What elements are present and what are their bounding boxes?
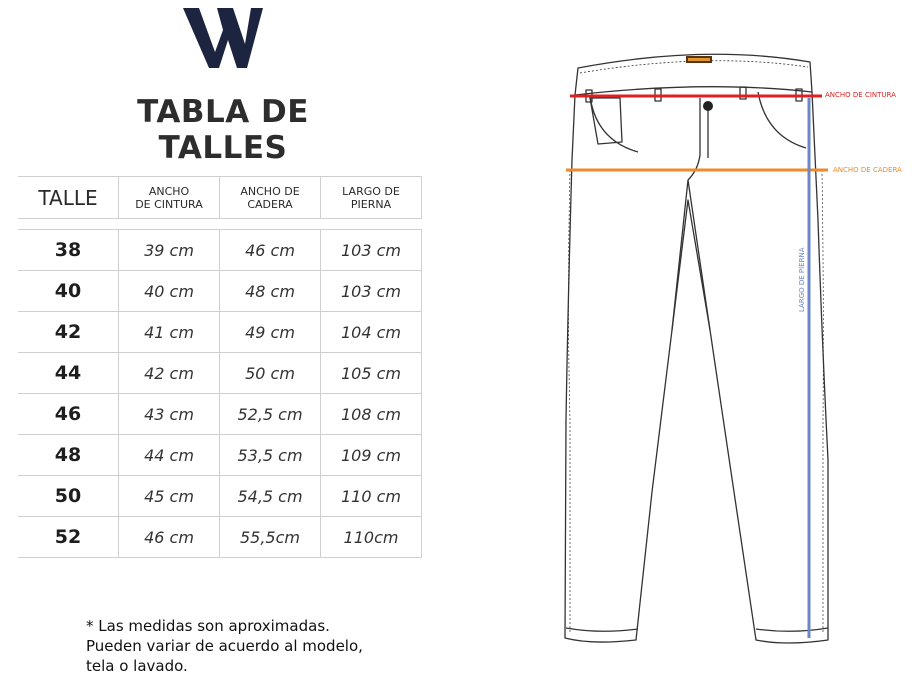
- size-cell: 40: [18, 271, 119, 312]
- waist-cell: 41 cm: [119, 312, 220, 353]
- hip-cell: 53,5 cm: [220, 435, 321, 476]
- measurement-note: [86, 616, 363, 676]
- size-table-header: [18, 177, 422, 219]
- size-cell: 48: [18, 435, 119, 476]
- size-table: [18, 176, 422, 558]
- table-row: [18, 394, 422, 435]
- table-row: [18, 476, 422, 517]
- table-row: [18, 435, 422, 476]
- table-row: [18, 312, 422, 353]
- hip-cell: 54,5 cm: [220, 476, 321, 517]
- leg-cell: 110 cm: [321, 476, 422, 517]
- waist-cell: 42 cm: [119, 353, 220, 394]
- size-cell: 38: [18, 230, 119, 271]
- leg-cell: 105 cm: [321, 353, 422, 394]
- waist-cell: 44 cm: [119, 435, 220, 476]
- note-line: tela o lavado.: [86, 657, 188, 675]
- note-line: * Las medidas son aproximadas.: [86, 617, 330, 635]
- hip-cell: 46 cm: [220, 230, 321, 271]
- header-largo-pierna-text: LARGO DE PIERNA: [342, 184, 400, 211]
- size-cell: 52: [18, 517, 119, 558]
- leg-label: LARGO DE PIERNA: [798, 247, 806, 312]
- table-row: [18, 353, 422, 394]
- header-ancho-cadera: [220, 177, 321, 219]
- header-talle: TALLE: [18, 177, 119, 219]
- table-row: [18, 271, 422, 312]
- size-cell: 50: [18, 476, 119, 517]
- leg-cell: 108 cm: [321, 394, 422, 435]
- hip-cell: 55,5cm: [220, 517, 321, 558]
- hip-label: ANCHO DE CADERA: [833, 166, 902, 174]
- size-cell: 44: [18, 353, 119, 394]
- waist-cell: 40 cm: [119, 271, 220, 312]
- size-cell: 42: [18, 312, 119, 353]
- leg-cell: 103 cm: [321, 271, 422, 312]
- brand-logo-w-icon: [183, 8, 263, 68]
- header-largo-pierna: [321, 177, 422, 219]
- leg-cell: 103 cm: [321, 230, 422, 271]
- size-cell: 46: [18, 394, 119, 435]
- hip-cell: 50 cm: [220, 353, 321, 394]
- waist-cell: 43 cm: [119, 394, 220, 435]
- leg-cell: 110cm: [321, 517, 422, 558]
- leg-cell: 109 cm: [321, 435, 422, 476]
- waist-label: ANCHO DE CINTURA: [825, 91, 896, 99]
- waist-cell: 39 cm: [119, 230, 220, 271]
- table-row: [18, 517, 422, 558]
- header-ancho-cadera-text: ANCHO DE CADERA: [240, 184, 300, 211]
- hip-cell: 48 cm: [220, 271, 321, 312]
- table-row: [18, 230, 422, 271]
- header-ancho-cintura-text: ANCHO DE CINTURA: [135, 184, 203, 211]
- jeans-measurement-diagram: [560, 40, 915, 650]
- header-ancho-cintura: [119, 177, 220, 219]
- hip-cell: 52,5 cm: [220, 394, 321, 435]
- hip-cell: 49 cm: [220, 312, 321, 353]
- waist-cell: 46 cm: [119, 517, 220, 558]
- note-line: Pueden variar de acuerdo al modelo,: [86, 637, 363, 655]
- leg-cell: 104 cm: [321, 312, 422, 353]
- waist-cell: 45 cm: [119, 476, 220, 517]
- page-title: TABLA DE TALLES: [137, 94, 309, 166]
